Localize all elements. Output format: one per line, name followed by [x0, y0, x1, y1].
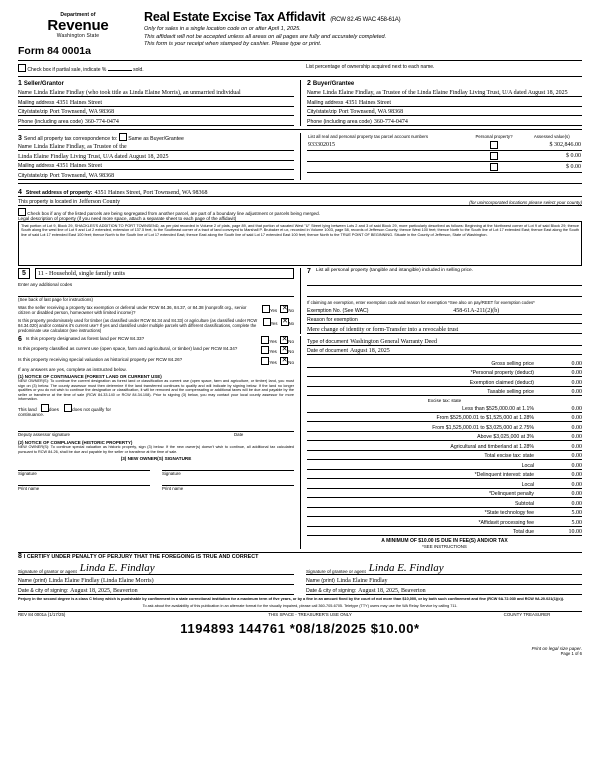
delinquent-interest-state-value[interactable]: 0.00	[571, 472, 582, 479]
does-checkbox[interactable]	[41, 404, 49, 412]
sec3-line1: Send all property tax correspondence to:	[23, 135, 118, 142]
seller-mailing-row	[18, 97, 294, 107]
new-owner-sig-1	[18, 470, 156, 476]
sec3-number: 3	[18, 134, 22, 142]
seller-phone-row	[18, 116, 294, 126]
parcel-table-section	[300, 133, 582, 180]
partial-sale-percent-input[interactable]	[108, 70, 132, 71]
grantee-name-value[interactable]: Linda Elaine Findlay	[336, 578, 388, 585]
note-3: This form is your receipt when stamped by cashier. Please type or print.	[144, 41, 322, 47]
new-owner-signature-row	[18, 470, 294, 476]
exemption-no-label: No	[288, 307, 294, 313]
buyer-number: 2	[307, 80, 311, 87]
forest-yes-checkbox[interactable]	[261, 336, 269, 344]
treasurer-space-label: THIS SPACE - TREASURER'S USE ONLY	[268, 612, 352, 618]
classification-no-checkbox[interactable]: ✕	[282, 317, 289, 326]
seller-heading	[18, 80, 294, 87]
table-row	[307, 150, 582, 161]
segregation-checkbox[interactable]	[18, 208, 26, 216]
current-use-no-label: No	[288, 349, 294, 355]
sec8-heading	[18, 553, 582, 560]
table-row	[307, 161, 582, 172]
note-1: Only for sales in a single location code on or after April 1, 2025.	[144, 26, 301, 32]
affidavit-processing-fee-row	[307, 517, 582, 527]
signature-label-1: Signature	[18, 470, 150, 476]
form-number: Form 84 0001a	[18, 45, 91, 57]
parcel-col-header: List all real and personal property tax parcel account numbers	[308, 133, 429, 139]
exemption-no-checkbox[interactable]: ✕	[281, 303, 288, 312]
delinquent-penalty-label: *Delinquent penalty	[489, 491, 534, 498]
exemption-question-row	[18, 305, 294, 315]
street-address-row	[18, 187, 582, 197]
parcel-value-0[interactable]: 933302015	[307, 140, 467, 151]
total-due-value[interactable]: 10.00	[568, 529, 582, 536]
local-excise-row	[307, 460, 582, 470]
note-2: This affidavit will not be accepted unless all areas on all pages are fully and accurately completed.	[144, 33, 387, 40]
print-name-label-1: Print name	[18, 485, 150, 491]
continuance-title: (1) NOTICE OF CONTINUANCE (FOREST LAND OR CURRENT USE)	[18, 374, 162, 380]
grantee-cert	[300, 560, 582, 595]
subtotal-row	[307, 498, 582, 508]
excise-tier-2-label: From $525,000.01 to $1,525,000 at 1.28%	[436, 415, 534, 422]
sec5-header	[18, 268, 294, 279]
dept-line1: Department of	[60, 12, 96, 18]
seller-phone-label: Phone (including area code)	[18, 118, 83, 125]
exemption-claimed-row	[307, 377, 582, 387]
signature-label-2: Signature	[162, 470, 294, 476]
grantee-name-label: Name (print)	[306, 578, 335, 585]
percent-note-cell	[300, 64, 582, 73]
seller-citystate-label: City/state/zip	[18, 109, 48, 115]
excise-tier-3-value[interactable]: 0.00	[571, 424, 582, 431]
assessed-value-0[interactable]: $ 302,846.00	[522, 140, 583, 151]
taxable-selling-price-value[interactable]: 0.00	[571, 389, 582, 396]
parcel-table-header-row	[307, 133, 582, 140]
excise-tier-4-row	[307, 432, 582, 442]
if-any-yes-note: If any answers are yes, complete as instructed below.	[18, 367, 127, 373]
forest-land-question: Is this property designated as forest land per RCW 84.33?	[25, 336, 145, 342]
additional-codes-input[interactable]	[18, 287, 294, 297]
excise-tier-5-value[interactable]: 0.00	[571, 443, 582, 450]
new-owner-signature-title: (3) NEW OWNER(S) SIGNATURE	[120, 456, 192, 462]
corr-name-row2	[18, 151, 294, 161]
seller-name-row	[18, 87, 294, 97]
forest-no-checkbox[interactable]: ✕	[281, 335, 288, 344]
doc-date-value[interactable]: August 18, 2025	[349, 348, 390, 355]
dept-line2: Revenue	[47, 17, 109, 34]
current-use-yes-checkbox[interactable]	[261, 346, 269, 354]
current-use-answer[interactable]	[261, 346, 294, 354]
seller-citystate-row	[18, 107, 294, 117]
grantee-signature-row	[306, 560, 582, 575]
current-use-row	[18, 346, 294, 354]
historic-no-checkbox[interactable]: ✕	[281, 355, 288, 364]
excise-tier-1-row	[307, 403, 582, 413]
minimum-due-note: A MINIMUM OF $10.00 IS DUE IN FEE(S) AND/OR TAX	[381, 538, 508, 545]
buyer-citystate-value[interactable]: Port Townsend, WA 98368	[338, 109, 404, 115]
divider-2	[18, 76, 582, 77]
current-use-question: Is this property classified as current use (open space, farm and agricultural, or timber) land per RCW 84.34?	[18, 346, 238, 352]
footer-row	[18, 611, 582, 617]
excise-tier-3-label: From $1,525,000.01 to $3,025,000 at 2.75%	[432, 424, 534, 431]
page-title	[144, 10, 582, 24]
certification-row	[18, 560, 582, 595]
exemption-claimed-label: Exemption claimed (deduct)	[469, 379, 534, 386]
sec7-number: 7	[307, 268, 311, 275]
section7	[300, 268, 582, 334]
personal-property-deduct-label: *Personal property (deduct)	[470, 370, 534, 377]
corr-name-value[interactable]: Linda Elaine Findlay, as Trustee of the	[33, 144, 127, 150]
grantee-name-row	[306, 575, 582, 585]
grantee-date-row	[306, 585, 582, 595]
segregation-row	[18, 208, 582, 216]
same-as-buyer-checkbox[interactable]	[119, 133, 127, 141]
county-treasurer-label: COUNTY TREASURER	[503, 612, 551, 618]
grantee-signature-label: Signature of grantee or agent	[306, 569, 366, 575]
delinquent-interest-state-label: *Delinquent interest: state	[474, 472, 534, 479]
forest-no-label: No	[288, 339, 294, 345]
perjury-notice: Perjury in the second degree is a class C felony which is punishable by confinement in a state correctional institution for a maximum term of five years, or by a fine in an amount fixed by the court of not more than $10,000, or by both such confinement and fine (RCW 9A.72.030 and RCW 9A.20.021(1)(c)).	[18, 597, 565, 602]
new-owner-printname-row	[18, 485, 294, 491]
delinquent-penalty-row	[307, 489, 582, 499]
historic-row	[18, 357, 294, 365]
deputy-labels-row	[18, 432, 294, 437]
grantor-date-value[interactable]: August 18, 2025, Beaverton	[70, 588, 138, 595]
delinquent-interest-local-label: Local	[521, 481, 534, 488]
county-row	[18, 197, 582, 207]
state-technology-fee-label: *State technology fee	[484, 510, 534, 517]
historic-no-label: No	[288, 359, 294, 365]
seller-mailing-label: Mailing address	[18, 99, 55, 106]
doc-date-label: Date of document	[307, 348, 348, 355]
taxable-selling-price-row	[307, 387, 582, 397]
historic-compliance-title: (2) NOTICE OF COMPLIANCE (HISTORIC PROPERTY)	[18, 439, 133, 445]
delinquent-interest-local-value[interactable]: 0.00	[571, 481, 582, 488]
document-header	[18, 8, 582, 57]
continuance-word: continuance.	[18, 411, 45, 417]
sec8-title: I CERTIFY UNDER PENALTY OF PERJURY THAT THE FOREGOING IS TRUE AND CORRECT	[23, 554, 259, 561]
exemption-question: Was the seller receiving a property tax exemption or deferral under RCW 84.36, 84.37, or 84.38 (nonprofit org., senior citizen or disabled person, homeowner with limited income)?	[18, 304, 247, 315]
title-citation: (RCW 82.45 WAC 458-61A)	[330, 17, 401, 23]
subtotal-value[interactable]: 0.00	[571, 500, 582, 507]
parcel-value-2[interactable]	[307, 161, 467, 172]
excise-tier-5-label: Agricultural and timberland at 1.28%	[450, 443, 534, 450]
exemption-no-label: Exemption No. (See WAC)	[307, 307, 369, 314]
page-number: Page 1 of 6	[560, 651, 582, 657]
excise-tier-3-row	[307, 422, 582, 432]
section6-amounts-row	[18, 336, 582, 549]
section5	[18, 268, 300, 334]
excise-tier-1-label: Less than $525,000.00 at 1.1%	[462, 405, 534, 412]
divider-3	[18, 129, 582, 130]
partial-sale-label: Check box if partial sale, indicate %	[27, 67, 107, 73]
local-excise-value[interactable]: 0.00	[571, 462, 582, 469]
local-excise-label: Local	[521, 462, 534, 469]
buyer-name-row	[307, 87, 582, 97]
total-excise-state-value[interactable]: 0.00	[571, 453, 582, 460]
same-as-buyer-label: Same as Buyer/Grantee	[128, 135, 184, 142]
classification-answer[interactable]	[263, 318, 294, 333]
new-owner-print-2	[156, 485, 294, 491]
classification-yes-checkbox[interactable]	[263, 318, 271, 326]
section5-7-row	[18, 268, 582, 334]
street-address-value[interactable]: 4351 Haines Street, Port Townsend, WA 98368	[94, 189, 208, 196]
correspondence-section	[18, 133, 300, 180]
personal-property-deduct-value[interactable]: 0.00	[571, 370, 582, 377]
partial-sale-sold: sold.	[133, 67, 144, 73]
buyer-title: Buyer/Grantee	[312, 81, 355, 87]
does-label: does	[48, 406, 59, 412]
assessed-col-header: Assessed value(s)	[533, 133, 570, 139]
buyer-name-value[interactable]: Linda Elaine Findlay, as Trustee of the Linda Elaine Findlay Living Trust, U/A dated August 18, 2025	[322, 90, 568, 96]
price-lines	[307, 358, 582, 549]
reason-value-row	[307, 324, 582, 334]
classification-yes-label: Yes	[270, 320, 278, 326]
buyer-mailing-label: Mailing address	[307, 99, 344, 106]
seller-name-value[interactable]: Linda Elaine Findlay (who took title as Linda Elaine Morris), an unmarried individual	[33, 90, 241, 96]
seller-number: 1	[18, 80, 22, 87]
grantor-cert	[18, 560, 300, 595]
personal-property-deduct-row	[307, 368, 582, 378]
seller-name-label: Name	[18, 90, 32, 96]
section8	[18, 552, 582, 608]
does-not-label: does not qualify for	[72, 406, 111, 412]
reason-value[interactable]: Mere change of identity or form-Transfer into a revocable trust	[307, 327, 459, 334]
historic-compliance-body: NEW OWNER(S): To continue special valuation as historic property, sign (3) below. If the new owner(s) doesn't wish to continue, all additional tax calculated pursuant to RCW 84.26, shall be due and payable by the seller or transferor at the time of sale.	[18, 444, 294, 454]
header-divider	[18, 60, 582, 61]
legal-description-box[interactable]	[18, 221, 582, 266]
print-name-label-2: Print name	[162, 485, 294, 491]
historic-question: Is this property receiving special valuation as historical property per RCW 84.26?	[18, 356, 183, 362]
corr-mailing-value[interactable]: 4351 Haines Street	[56, 163, 102, 169]
partial-sale-checkbox[interactable]	[18, 64, 26, 72]
forest-yes-label: Yes	[269, 339, 277, 345]
personal-checkbox-1[interactable]	[467, 150, 522, 161]
delinquent-penalty-value[interactable]: 0.00	[571, 491, 582, 498]
excise-tax-state-header: Excise tax: state	[427, 398, 462, 404]
new-owner-sig-2	[156, 470, 294, 476]
legal-description-text: That portion of Lot 9, Block 29, SHACKLES'S ADDITION TO PORT TOWNSEND, as per plat recorded in Volume 2 of plats, page 89, and that portion of vacated West "U" Street lying between Lots 2 and 3 of said Block 29, more particularly described as follows: Beginning at the Northwest corner of Lot 9 of said Block 29; thence South along the west line of Lot 9 and Lot 2 extended, extension of 137.5 feet, to the Southeast corner of a tract of land conveyed to Marshall P. Brubaker et ux, recorded in Volume 1003, page 58, records of Jefferson County; thence West 100 feet; thence North to the South line of Lot 17 extended East; thence East along the South line of said Lot 17 extended East 100 feet; thence North to the South line of Lot 17 extended East; thence East along the South line of said Lot 17 extended East 100 feet; thence North to the TRUE POINT OF BEGINNING. Situate in the County of Jefferson, State of Washington.	[21, 223, 579, 237]
total-due-label: Total due	[512, 529, 534, 536]
seller-title: Seller/Grantor	[23, 81, 64, 87]
deputy-date-label: Date	[234, 431, 244, 437]
buyer-citystate-row	[307, 107, 582, 117]
classification-question-row	[18, 318, 294, 333]
grantor-signature-label: Signature of grantor or agent	[18, 569, 77, 575]
reason-label: Reason for exemption	[307, 317, 358, 324]
forest-land-answer[interactable]	[261, 336, 294, 344]
continuance-body: NEW OWNER(S): To continue the current designation as forest land or classification as current use (open space, farm and agriculture, or timber) land, you must sign on (3) below. The county assessor must then determine if the land transferred continues to qualify and will indicate by signing below. If the land no longer qualifies or you do not wish to continue the designation or classification, it will be removed and the compensating or additional taxes will be due and payable by the seller or transferor at the time of sale (RCW 84.33.140 or RCW 84.34.108). Prior to signing (3) below, you may contact your local county assessor for more information.	[18, 379, 294, 402]
doc-date-row	[307, 346, 582, 356]
affidavit-processing-fee-value[interactable]: 5.00	[571, 519, 582, 526]
parcel-table	[307, 133, 582, 173]
grantor-signature-row	[18, 560, 294, 575]
excise-tier-5-row	[307, 441, 582, 451]
grantee-signature-value[interactable]: Linda E. Findlay	[368, 562, 444, 575]
county-label: This property is located in	[18, 199, 78, 205]
street-address-label: Street address of property:	[25, 189, 93, 196]
corr-mailing-label: Mailing address	[18, 163, 55, 169]
county-hint: (for unincorporated locations please select your county)	[469, 200, 582, 205]
grantor-name-label: Name (print)	[18, 578, 47, 585]
header-notes	[144, 26, 582, 49]
classification-question: Is this property predominately used for timber (as classified under RCW 84.34 and 84.33) or agriculture (as classified under RCW 84.34.020) and/or contains it's current use? If yes and classified under multiple parcels with different classifications, complete the predominate use calculator (see instructions)	[18, 317, 258, 333]
section3-row	[18, 133, 582, 180]
grantor-name-value[interactable]: Linda Elaine Findlay (Linda Elaine Morris)	[48, 578, 154, 585]
does-not-checkbox[interactable]	[64, 404, 72, 412]
taxable-selling-price-label: Taxable selling price	[487, 389, 534, 396]
sec8-number: 8	[18, 553, 22, 561]
section4	[18, 187, 582, 267]
see-back-note: (See back of last page for instructions)	[18, 296, 93, 302]
seller-phone-value[interactable]: 360-774-0474	[84, 118, 119, 125]
county-value[interactable]: Jefferson County	[79, 199, 121, 205]
excise-tier-4-value[interactable]: 0.00	[571, 434, 582, 441]
revision-label: REV 84 0001a (1/17/25)	[18, 612, 66, 618]
grantee-date-label: Date & city of signing:	[306, 588, 357, 595]
historic-yes-checkbox[interactable]	[261, 357, 269, 365]
agency-logo	[18, 8, 138, 57]
buyer-mailing-value[interactable]: 4351 Haines Street	[345, 99, 391, 106]
subtotal-label: Subtotal	[514, 500, 534, 507]
total-due-row	[307, 527, 582, 537]
use-code-value[interactable]: 11 - Household, single family units	[35, 268, 294, 279]
personal-col-header: Personal property?	[475, 133, 513, 139]
excise-tier-1-value[interactable]: 0.00	[571, 405, 582, 412]
new-owner-print-1	[18, 485, 156, 491]
treasurer-stamp: 1194893 144761 *08/18/2025 $10.00*	[180, 621, 420, 637]
additional-codes-label: Enter any additional codes	[18, 282, 73, 287]
this-land-row	[18, 404, 294, 412]
grantor-date-label: Date & city of signing:	[18, 588, 69, 595]
parcel-value-1[interactable]	[307, 150, 467, 161]
buyer-phone-value[interactable]: 360-774-0474	[373, 118, 408, 125]
grantor-date-row	[18, 585, 294, 595]
dept-line3: Washington State	[56, 33, 100, 39]
exemption-yes-label: Yes	[269, 307, 278, 313]
gross-selling-price-label: Gross selling price	[491, 360, 534, 367]
divider-4	[18, 183, 582, 184]
grantor-name-row	[18, 575, 294, 585]
gross-selling-price-row	[307, 358, 582, 368]
section6	[18, 336, 300, 549]
buyer-name-label: Name	[307, 90, 321, 96]
sec4-number: 4	[18, 188, 22, 196]
buyer-phone-label: Phone (including area code)	[307, 118, 372, 125]
state-technology-fee-row	[307, 508, 582, 518]
see-instructions-note: *SEE INSTRUCTIONS	[422, 544, 467, 550]
assessed-value-2[interactable]: $ 0.00	[522, 161, 583, 172]
partial-sale-row	[18, 64, 582, 73]
corr-name-value2[interactable]: Linda Elaine Findlay Living Trust, U/A dated August 18, 2025	[18, 153, 169, 160]
segregation-label: Check box if any of the listed parcels are being segregated from another parcel, are part of a boundary line adjustment or parcels being merged.	[27, 211, 320, 216]
exemption-yes-checkbox[interactable]	[262, 305, 270, 313]
corr-citystate-label: City/state/zip	[18, 172, 48, 179]
deputy-signature-label: Deputy assessor signature	[18, 431, 70, 437]
partial-sale-cell	[18, 64, 300, 73]
affidavit-sheet	[18, 8, 582, 750]
alternate-format-notice: To ask about the availability of this publication in an alternate format for the visually impaired, please call 360-705-6705. Teletype (TTY) users may use the WA Relay Service by calling 711.	[142, 603, 458, 608]
doc-type-row	[307, 336, 582, 346]
exemption-claimed-value[interactable]: 0.00	[571, 379, 582, 386]
gross-selling-price-value[interactable]: 0.00	[571, 360, 582, 367]
exemption-claim-note: If claiming an exemption, enter exemption code and reason for exemption *See also on pay/REET for exemption codes*	[307, 300, 535, 305]
state-technology-fee-value[interactable]: 5.00	[571, 510, 582, 517]
personal-checkbox-2[interactable]	[467, 161, 522, 172]
historic-answer[interactable]	[261, 357, 294, 365]
exemption-no-row	[307, 305, 582, 315]
affidavit-processing-fee-label: *Affidavit processing fee	[478, 519, 534, 526]
parties-row	[18, 80, 582, 126]
legal-desc-label: Legal description of property (if you need more space, attach a separate sheet to each page of the affidavit)	[18, 216, 237, 221]
seller-citystate-value[interactable]: Port Townsend, WA 98368	[49, 109, 115, 115]
buyer-citystate-label: City/state/zip	[307, 109, 337, 115]
seller-section	[18, 80, 300, 126]
classification-no-label: No	[288, 320, 294, 326]
excise-tier-2-row	[307, 413, 582, 423]
doc-type-label: Type of document	[307, 338, 349, 345]
seller-mailing-value[interactable]: 4351 Haines Street	[56, 99, 102, 106]
section7-amounts	[300, 336, 582, 549]
excise-tier-2-value[interactable]: 0.00	[571, 415, 582, 422]
title-block	[144, 8, 582, 49]
total-excise-state-label: Total excise tax: state	[484, 453, 534, 460]
personal-property-input[interactable]	[307, 275, 582, 286]
buyer-heading	[307, 80, 582, 87]
buyer-phone-row	[307, 116, 582, 126]
table-row	[307, 140, 582, 151]
delinquent-interest-local-row	[307, 479, 582, 489]
forest-land-row	[18, 336, 294, 344]
print-legal-note: Print on legal size paper.	[531, 646, 582, 652]
percent-note: List percentage of ownership acquired next to each name.	[306, 64, 435, 70]
this-land-label: This land	[18, 406, 37, 412]
corr-name-row	[18, 142, 294, 152]
personal-property-input-2[interactable]	[307, 286, 582, 297]
sec5-number: 5	[18, 268, 30, 279]
assessed-value-1[interactable]: $ 0.00	[522, 150, 583, 161]
current-use-yes-label: Yes	[269, 349, 277, 355]
page-title-text: Real Estate Excise Tax Affidavit	[144, 10, 326, 24]
delinquent-interest-state-row	[307, 470, 582, 480]
exemption-no-value[interactable]: 458-61A-211(2)(b)	[453, 307, 500, 314]
grantee-date-value[interactable]: August 18, 2025, Beaverton	[358, 588, 426, 595]
current-use-no-checkbox[interactable]: ✕	[281, 345, 288, 354]
sec3-heading	[18, 133, 294, 142]
buyer-section	[300, 80, 582, 126]
sec6-number: 6	[18, 336, 22, 344]
sec7-title: List all personal property (tangible and intangible) included in selling price.	[315, 268, 473, 273]
reason-row	[307, 315, 582, 325]
total-excise-state-row	[307, 451, 582, 461]
grantor-signature-value[interactable]: Linda E. Findlay	[79, 562, 155, 575]
deputy-assessor-signature-input[interactable]	[18, 420, 294, 432]
buyer-mailing-row	[307, 97, 582, 107]
corr-citystate-value[interactable]: Port Townsend, WA 98368	[49, 172, 115, 179]
exemption-answer[interactable]	[262, 305, 294, 315]
personal-checkbox-0[interactable]	[467, 140, 522, 151]
corr-name-label: Name	[18, 144, 32, 150]
doc-type-value[interactable]: Washington General Warranty Deed	[350, 338, 437, 345]
corr-citystate-row	[18, 170, 294, 180]
corr-mailing-row	[18, 161, 294, 171]
sec7-header	[307, 268, 582, 275]
historic-yes-label: Yes	[269, 359, 277, 365]
excise-tier-4-label: Above $3,025,000 at 3%	[477, 434, 534, 441]
